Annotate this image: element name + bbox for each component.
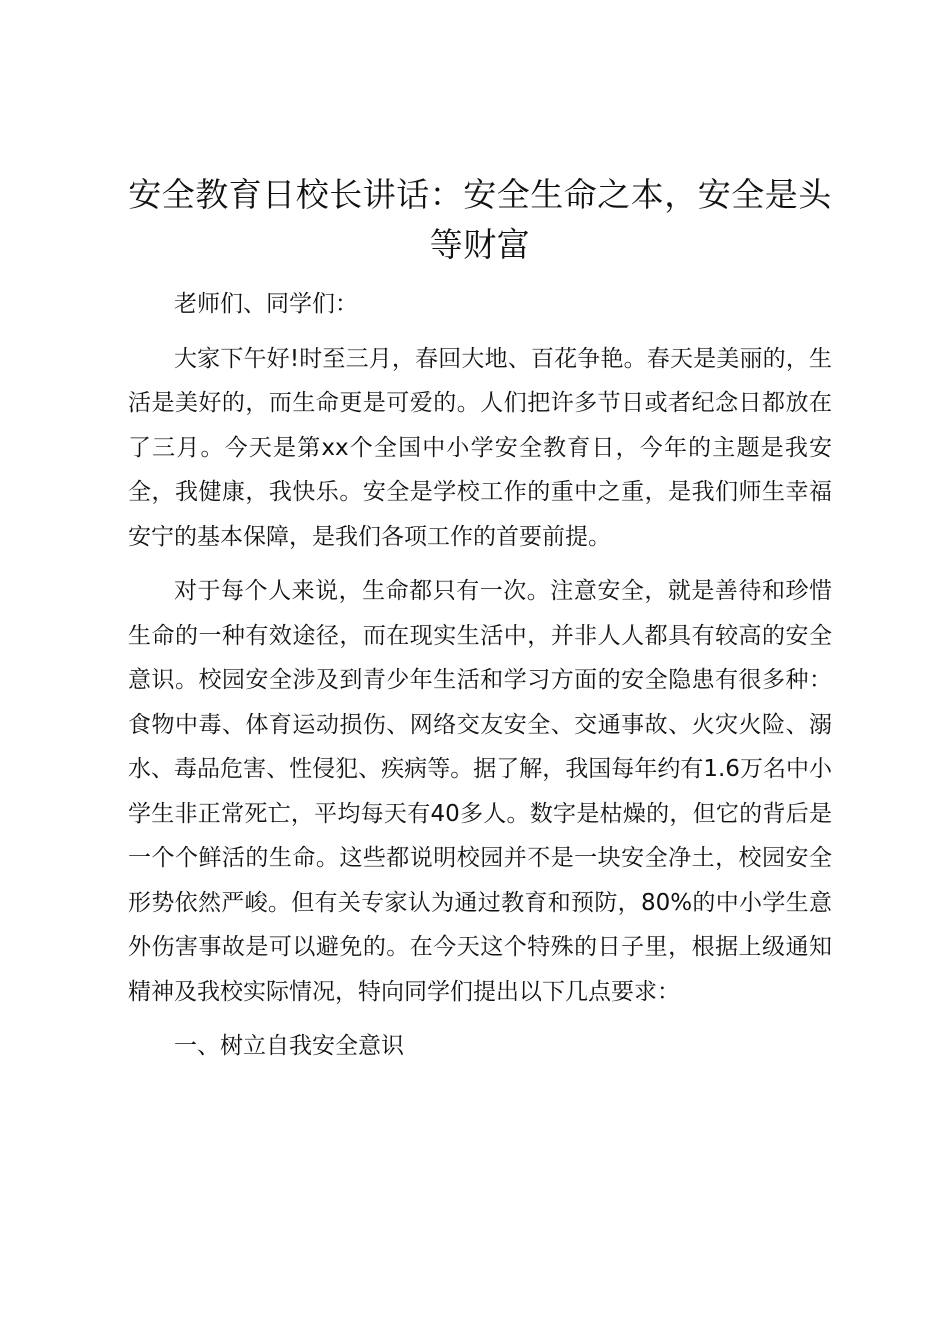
document-body xyxy=(128,282,832,1079)
paragraph-greeting: 大家下午好!时至三月，春回大地、百花争艳。春天是美丽的，生活是美好的，而生命更是可爱的。人们把许多节日或者纪念日都放在了三月。今天是第xx个全国中小学安全教育日，今年的主题是我安全，我健康，我快乐。安全是学校工作的重中之重，是我们师生幸福安宁的基本保障，是我们各项工作的首要前提。 xyxy=(128,345,832,550)
section-heading: 一、树立自我安全意识 xyxy=(174,1033,404,1059)
paragraph-safety-awareness: 对于每个人来说，生命都只有一次。注意安全，就是善待和珍惜生命的一种有效途径，而在现实生活中，并非人人都具有较高的安全意识。校园安全涉及到青少年生活和学习方面的安全隐患有很多种：食物中毒、体育运动损伤、网络交友安全、交通事故、火灾火险、溺水、毒品危害、性侵犯、疾病等。据了解，我国每年约有1.6万名中小学生非正常死亡，平均每天有40多人。数字是枯燥的，但它的背后是一个个鲜活的生命。这些都说明校园并不是一块安全净土，校园安全形势依然严峻。但有关专家认为通过教育和预防，80%的中小学生意外伤害事故是可以避免的。在今天这个特殊的日子里，根据上级通知精神及我校实际情况，特向同学们提出以下几点要求： xyxy=(128,578,832,1005)
document-title: 安全教育日校长讲话：安全生命之本，安全是头等财富 xyxy=(128,175,832,264)
salutation: 老师们、同学们： xyxy=(174,291,358,317)
